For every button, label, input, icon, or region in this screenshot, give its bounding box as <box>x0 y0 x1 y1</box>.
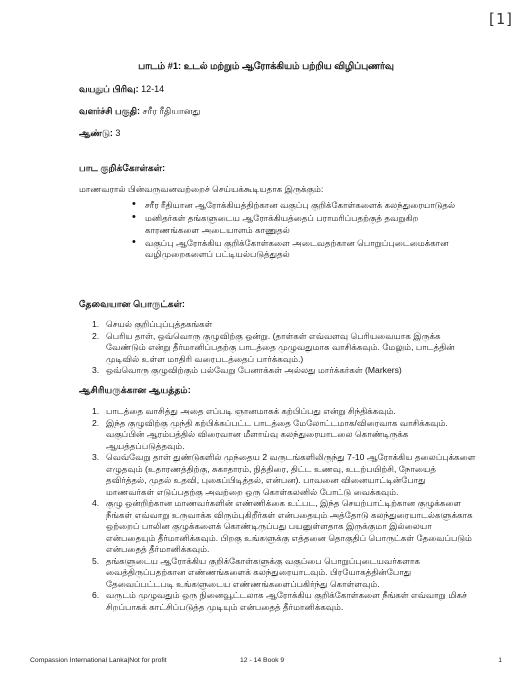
year-row <box>79 128 120 140</box>
objectives-intro: மாணவரால் பின்வருவனவற்றைச் செய்யக்கூடியதாக இருக்கும்: <box>79 184 324 194</box>
item-text: குழு ஒன்றிற்கான மாணவர்களின் எண்ணிக்கை உட்பட, இந்த செயற்பாட்டிற்கான குழுக்களை நீங்கள் எவ்வாறு உருவாக்க விரும்புகிறீர்கள் என்பதையும் அத்தோடு கலந்துரையாடல்களுக்காக ஒற்றைப் பாலின குழுக்களைக் கொண்டிருப்பது பயனுள்ளதாக இருக்குமா இல்லையா என்பதையும் தீர்மானிக்கவும். பிறகு உங்களுக்கு எத்தனை தொகுதிப் பொருட்கள் தேவைப்படும் என்பதைத் தீர்மானிக்கவும். <box>106 498 473 554</box>
prep-item <box>92 498 476 556</box>
lesson-title: பாடம் #1: உடல் மற்றும் ஆரோக்கியம் பற்றிய விழிப்புணர்வு <box>138 60 394 71</box>
item-text: வருடம் முழுவதும் ஒரு நினைவூட்டலாக ஆரோக்கிய குறிக்கோள்களை நீங்கள் எவ்வாறு மிகச் சிறப்பாகக் காட்சிப்படுத்த முடியும் என்பதைத் தீர்மானிக்கவும். <box>106 590 467 612</box>
objective-item: • சரீர ரீதியான ஆரோக்கியத்திற்கான வகுப்பு குறிக்கோள்களைக் கலந்துரையாடுதல் <box>145 200 475 212</box>
item-number: 2. <box>92 330 100 341</box>
age-group-value: 12-14 <box>141 84 165 94</box>
objectives-heading: பாட குறிக்கோள்கள்: <box>79 163 166 173</box>
item-number: 3. <box>92 452 100 462</box>
item-text: செயல் குறிப்புப்புத்தகங்கள் <box>106 319 213 329</box>
item-number: 5. <box>92 555 100 566</box>
footer-organization: Compassion International Lanka|Not for profit <box>30 657 167 664</box>
footer-page-number: 1 <box>498 657 502 664</box>
item-number: 6. <box>92 590 100 600</box>
materials-list <box>92 319 476 377</box>
objective-item: • மனிதர்கள் தங்களுடைய ஆரோக்கியத்தைப் பராமரிப்பதற்குத் தவறுகிற காரணங்களை அடையாளம் காணுதல் <box>145 213 475 236</box>
prep-item <box>92 418 476 453</box>
objectives-list <box>145 200 475 262</box>
objective-item: • வகுப்பு ஆரோக்கிய குறிக்கோள்களை அடைவதற்கான பொறுப்புடைமைக்கான வழிமுறைகளைப் பட்டியல்படுத்துதல் <box>145 238 475 261</box>
item-number: 3. <box>92 365 100 375</box>
age-group-label: வயதுப் பிரிவு: <box>79 84 139 94</box>
item-number: 1. <box>92 319 100 329</box>
development-area-row <box>79 106 200 118</box>
item-number: 2. <box>92 417 100 428</box>
teacher-prep-list <box>92 406 476 613</box>
prep-item <box>92 406 476 418</box>
page-marker: [1] <box>486 10 514 28</box>
material-item <box>92 319 476 331</box>
development-area-value: சரீர ரீதியானது <box>142 106 201 116</box>
teacher-prep-heading: ஆசிரியருக்கான ஆயத்தம்: <box>79 385 191 395</box>
item-text: வெவ்வேறு தாள் துண்டுகளில் முந்தைய 2 வருடங்களிலிருந்து 7-10 ஆரோக்கிய தலைப்புக்களை எழுதவும் (உதாரணத்திற்கு, சுகாதாரம், நித்திரை, திட்ட உணவு, உடற்பயிற்சி, நோயைத் தவிர்த்தல், முதல் உதவி, புகைப்பிடித்தல், என்பன). பாவனை வினையாட்டின்போது மாணவர்கள் எடுப்பதற்கு அவற்றை ஒரு கொள்கலனில் போட்டு வைக்கவும். <box>106 452 476 497</box>
item-number: 1. <box>92 406 100 416</box>
item-text: ஒவ்வொரு குழுவிற்கும் பல்வேறு பேனாக்கள் அல்லது மார்க்கர்கள் (Markers) <box>106 365 402 375</box>
material-item <box>92 331 476 366</box>
material-item <box>92 365 476 377</box>
year-value: 3 <box>115 128 121 138</box>
item-text: பெரிய தாள், ஒவ்வொரு குழுவிற்கு ஒன்று. (தாள்கள் எவ்வளவு பெரியவையாக இருக்க வேண்டும் என்று தீர்மானிப்பதற்கு பாடத்தை முழுவதுமாக வாசிக்கவும். மேலும், பாடத்தின் முடிவில் உள்ள மாதிரி வரைபடத்தைப் பார்க்கவும்.) <box>106 330 455 364</box>
item-text: இந்த குழுவிற்கு முந்தி கற்பிக்கப்பட்ட பாடத்தை மேலோட்டமாக/விரைவாக வாசிக்கவும். வகுப்பின் ஆரம்பத்தில் விரைவான மீளாய்வு கலந்துரையாடலை கொண்டிருக்க ஆயத்தப்படுத்தவும். <box>106 417 448 451</box>
year-label: ஆண்டு: <box>79 128 113 138</box>
prep-item <box>92 590 476 613</box>
age-group-row <box>79 84 164 96</box>
item-text: தங்களுடைய ஆரோக்கிய குறிக்கோள்களுக்கு வகுப்பை பொறுப்புடையவர்களாக வைத்திருப்பதற்கான எண்ணங்களைக் கலந்துரையாடவும். பிரயோகத்தின்போது தேவைப்பட்டபடி உங்களுடைய எண்ணங்களைப்பகிர்ந்து கொள்ளவும். <box>106 555 420 589</box>
prep-item <box>92 452 476 498</box>
development-area-label: வளர்ச்சி பகுதி: <box>79 106 140 116</box>
item-text: பாடத்தை வாசித்து அதை எப்படி ஞானமாகக் கற்பிப்பது என்று சிந்திக்கவும். <box>106 406 396 416</box>
materials-heading: தேவையான பொருட்கள்: <box>79 299 185 309</box>
item-number: 4. <box>92 498 100 508</box>
prep-item <box>92 556 476 591</box>
footer-book: 12 - 14 Book 9 <box>240 657 285 664</box>
